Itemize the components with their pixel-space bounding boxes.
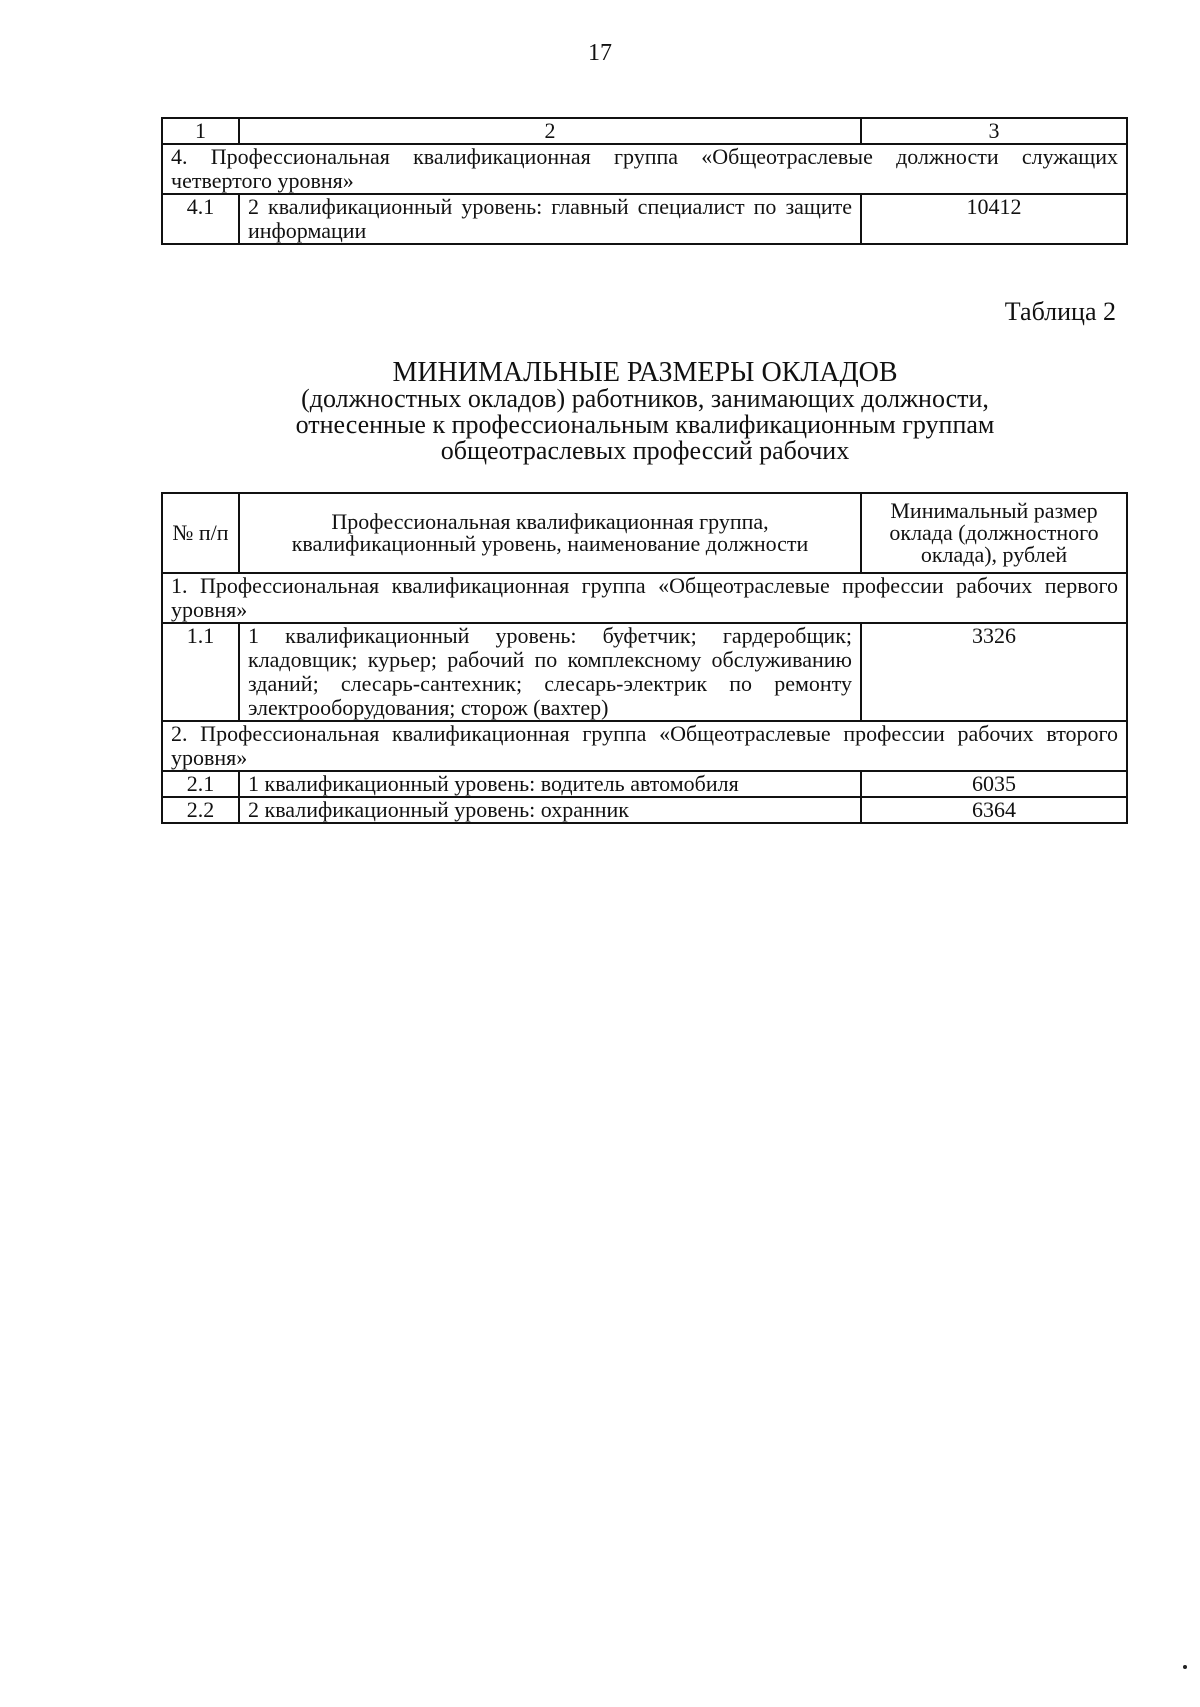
row-number: 2.2 (162, 797, 239, 823)
row-position: 1 квалификационный уровень: буфетчик; гардеробщик; кладовщик; курьер; рабочий по комплексному обслуживанию зданий; слесарь-сантехник; слесарь-электрик по ремонту электрооборудования; сторож (вахтер) (239, 623, 861, 721)
column-number-1: 1 (162, 118, 239, 144)
heading-line-3: отнесенные к профессиональным квалификационным группам (295, 410, 995, 439)
row-salary: 6035 (861, 771, 1127, 797)
minimum-salary-table (161, 492, 1128, 824)
header-position: Профессиональная квалификационная группа, квалификационный уровень, наименование должности (239, 493, 861, 573)
row-salary: 10412 (861, 194, 1127, 244)
table-row (162, 797, 1127, 823)
table-label: Таблица 2 (1004, 297, 1116, 326)
header-row (162, 493, 1127, 573)
heading-title: МИНИМАЛЬНЫЕ РАЗМЕРЫ ОКЛАДОВ (392, 357, 898, 388)
row-position: 1 квалификационный уровень: водитель автомобиля (239, 771, 861, 797)
table-row (162, 623, 1127, 721)
column-number-row (162, 118, 1127, 144)
group-row (162, 144, 1127, 194)
column-number-2: 2 (239, 118, 861, 144)
column-number-3: 3 (861, 118, 1127, 144)
table-row (162, 194, 1127, 244)
row-number: 4.1 (162, 194, 239, 244)
row-salary: 3326 (861, 623, 1127, 721)
row-number: 1.1 (162, 623, 239, 721)
row-salary: 6364 (861, 797, 1127, 823)
row-position: 2 квалификационный уровень: главный специалист по защите информации (239, 194, 861, 244)
scan-dot (1183, 1665, 1187, 1669)
group-title: 4. Профессиональная квалификационная группа «Общеотраслевые должности служащих четвертого уровня» (162, 144, 1127, 194)
row-number: 2.1 (162, 771, 239, 797)
group-title-1: 1. Профессиональная квалификационная группа «Общеотраслевые профессии рабочих первого уровня» (162, 573, 1127, 623)
group-title-2: 2. Профессиональная квалификационная группа «Общеотраслевые профессии рабочих второго уровня» (162, 721, 1127, 771)
heading-line-2: (должностных окладов) работников, занимающих должности, (301, 384, 989, 413)
table-heading (0, 357, 1200, 465)
group-row (162, 721, 1127, 771)
row-position: 2 квалификационный уровень: охранник (239, 797, 861, 823)
table-row (162, 771, 1127, 797)
header-salary: Минимальный размер оклада (должностного оклада), рублей (861, 493, 1127, 573)
header-number: № п/п (162, 493, 239, 573)
page-number: 17 (588, 40, 612, 66)
heading-line-4: общеотраслевых профессий рабочих (440, 436, 850, 465)
group-row (162, 573, 1127, 623)
salary-table-continued (161, 117, 1128, 245)
